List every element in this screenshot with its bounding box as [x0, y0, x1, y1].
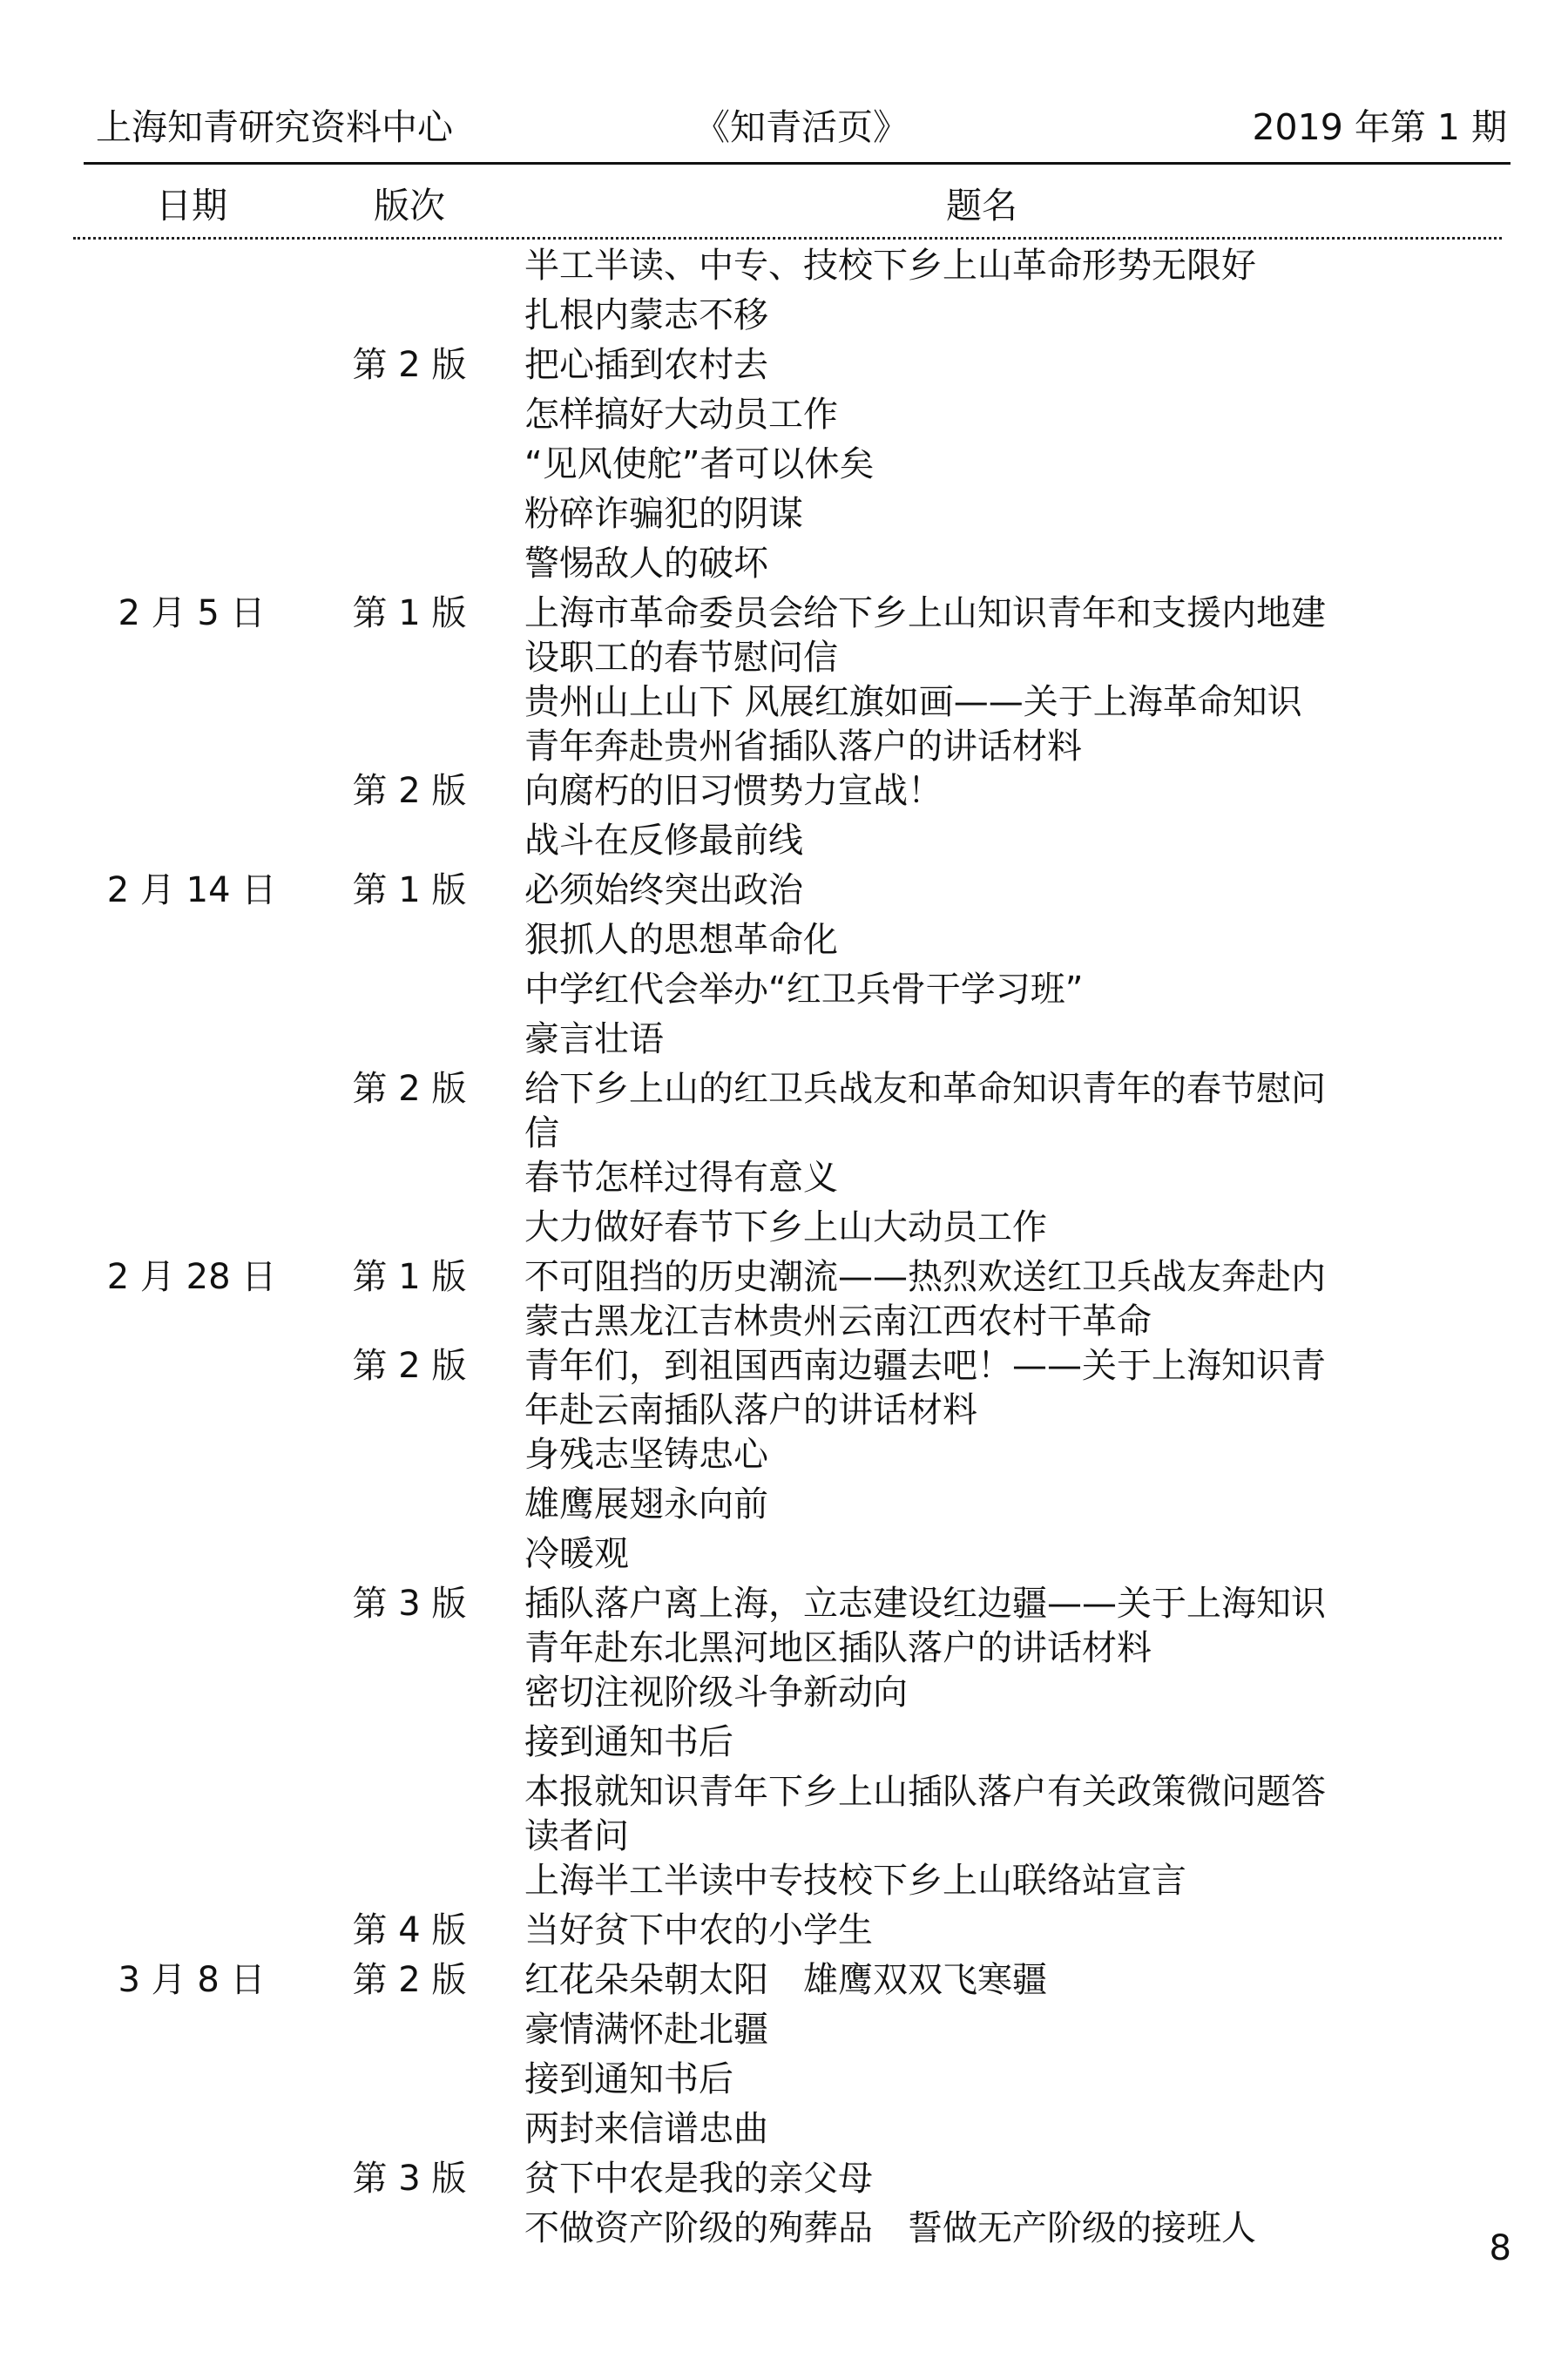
- table-row: [0, 2054, 1568, 2104]
- row-title: 当好贫下中农的小学生: [524, 1910, 873, 1950]
- table-row: [0, 915, 1568, 964]
- row-title: 设职工的春节慰问信: [524, 638, 838, 678]
- row-title: 贵州山上山下 风展红旗如画——关于上海革命知识: [524, 682, 1302, 722]
- row-title: 接到通知书后: [524, 1722, 733, 1762]
- row-title: 粉碎诈骗犯的阴谋: [524, 494, 803, 534]
- row-title: 插队落户离上海，立志建设红边疆——关于上海知识: [524, 1584, 1326, 1624]
- row-title: 狠抓人的思想革命化: [524, 920, 838, 960]
- table-row: [0, 1064, 1568, 1108]
- row-title: 本报就知识青年下乡上山插队落户有关政策微问题答: [524, 1772, 1326, 1812]
- header-org: 上海知青研究资料中心: [96, 106, 453, 148]
- table-row: [0, 240, 1568, 290]
- table-row: [0, 1479, 1568, 1529]
- row-title: 两封来信谱忠曲: [524, 2109, 768, 2149]
- table-row: [0, 2153, 1568, 2203]
- table-row: [0, 1385, 1568, 1429]
- row-title: 读者问: [524, 1816, 629, 1856]
- row-title: 必须始终突出政治: [524, 870, 803, 910]
- row-title: 上海半工半读中专技校下乡上山联络站宣言: [524, 1861, 1186, 1901]
- table-row: [0, 815, 1568, 865]
- row-edition: 第 2 版: [352, 345, 467, 385]
- row-edition: 第 2 版: [352, 1069, 467, 1109]
- table-row: [0, 677, 1568, 721]
- row-title: 大力做好春节下乡上山大动员工作: [524, 1207, 1047, 1247]
- header-publication: 《知青活页》: [694, 106, 909, 148]
- row-title: 半工半读、中专、技校下乡上山革命形势无限好: [524, 246, 1256, 286]
- row-title: 接到通知书后: [524, 2059, 733, 2099]
- column-header-edition: 版次: [374, 185, 445, 226]
- header-rule: [84, 162, 1511, 165]
- row-title: 蒙古黑龙江吉林贵州云南江西农村干革命: [524, 1301, 1152, 1342]
- table-row: [0, 1529, 1568, 1578]
- table-row: [0, 489, 1568, 538]
- table-row: [0, 389, 1568, 439]
- row-title: 雄鹰展翅永向前: [524, 1484, 768, 1524]
- table-row: [0, 1014, 1568, 1064]
- table-row: [0, 340, 1568, 389]
- row-title: 扎根内蒙志不移: [524, 295, 768, 335]
- row-title: 上海市革命委员会给下乡上山知识青年和支援内地建: [524, 593, 1326, 633]
- row-title: “见风使舵”者可以休矣: [524, 444, 875, 484]
- row-date: 2 月 5 日: [118, 593, 266, 633]
- index-table: [0, 240, 1568, 2253]
- table-row: [0, 964, 1568, 1014]
- table-row: [0, 721, 1568, 766]
- table-row: [0, 2203, 1568, 2253]
- table-row: [0, 2104, 1568, 2153]
- row-title: 豪情满怀赴北疆: [524, 2010, 768, 2050]
- running-header: [96, 98, 1507, 157]
- row-edition: 第 1 版: [352, 1257, 467, 1297]
- column-header-rule: [73, 237, 1502, 240]
- row-title: 给下乡上山的红卫兵战友和革命知识青年的春节慰问: [524, 1069, 1326, 1109]
- table-row: [0, 865, 1568, 915]
- row-edition: 第 3 版: [352, 2159, 467, 2199]
- row-edition: 第 3 版: [352, 1584, 467, 1624]
- row-edition: 第 1 版: [352, 593, 467, 633]
- table-row: [0, 1623, 1568, 1667]
- row-edition: 第 1 版: [352, 870, 467, 910]
- table-row: [0, 1667, 1568, 1717]
- row-date: 2 月 28 日: [106, 1257, 277, 1297]
- row-title: 身残志坚铸忠心: [524, 1435, 768, 1475]
- table-row: [0, 632, 1568, 677]
- row-title: 把心插到农村去: [524, 345, 768, 385]
- row-title: 战斗在反修最前线: [524, 821, 803, 861]
- row-title: 信: [524, 1113, 559, 1153]
- row-title: 贫下中农是我的亲父母: [524, 2159, 873, 2199]
- header-issue: 2019 年第 1 期: [1252, 106, 1507, 148]
- table-row: [0, 1955, 1568, 2004]
- row-title: 豪言壮语: [524, 1019, 664, 1059]
- row-date: 2 月 14 日: [106, 870, 277, 910]
- table-row: [0, 1578, 1568, 1623]
- row-title: 年赴云南插队落户的讲话材料: [524, 1390, 977, 1430]
- table-row: [0, 1429, 1568, 1479]
- page-number: 8: [1489, 2228, 1511, 2268]
- row-title: 青年们，到祖国西南边疆去吧！——关于上海知识青: [524, 1346, 1326, 1386]
- table-row: [0, 1767, 1568, 1811]
- row-edition: 第 2 版: [352, 1346, 467, 1386]
- row-edition: 第 2 版: [352, 1960, 467, 2000]
- row-edition: 第 4 版: [352, 1910, 467, 1950]
- row-title: 密切注视阶级斗争新动向: [524, 1673, 908, 1713]
- row-title: 怎样搞好大动员工作: [524, 395, 838, 435]
- table-row: [0, 588, 1568, 632]
- row-title: 向腐朽的旧习惯势力宣战！: [524, 771, 943, 811]
- table-row: [0, 766, 1568, 815]
- column-header-title: 题名: [946, 185, 1017, 226]
- row-title: 冷暖观: [524, 1534, 629, 1574]
- table-row: [0, 1296, 1568, 1341]
- table-row: [0, 1152, 1568, 1202]
- table-row: [0, 1341, 1568, 1385]
- table-row: [0, 290, 1568, 340]
- row-title: 中学红代会举办“红卫兵骨干学习班”: [524, 970, 1084, 1010]
- row-title: 红花朵朵朝太阳 雄鹰双双飞寒疆: [524, 1960, 1047, 2000]
- table-row: [0, 1855, 1568, 1905]
- table-row: [0, 1811, 1568, 1855]
- row-title: 不可阻挡的历史潮流——热烈欢送红卫兵战友奔赴内: [524, 1257, 1326, 1297]
- table-row: [0, 1905, 1568, 1955]
- table-row: [0, 1717, 1568, 1767]
- row-title: 警惕敌人的破坏: [524, 544, 768, 584]
- column-header-date: 日期: [156, 185, 227, 226]
- row-title: 青年赴东北黑河地区插队落户的讲话材料: [524, 1628, 1152, 1668]
- row-title: 春节怎样过得有意义: [524, 1158, 838, 1198]
- table-row: [0, 2004, 1568, 2054]
- table-row: [0, 439, 1568, 489]
- table-row: [0, 1252, 1568, 1296]
- table-row: [0, 1108, 1568, 1152]
- table-row: [0, 1202, 1568, 1252]
- row-edition: 第 2 版: [352, 771, 467, 811]
- column-headers: [0, 179, 1429, 232]
- table-row: [0, 538, 1568, 588]
- row-title: 不做资产阶级的殉葬品 誓做无产阶级的接班人: [524, 2208, 1256, 2248]
- row-date: 3 月 8 日: [118, 1960, 266, 2000]
- row-title: 青年奔赴贵州省插队落户的讲话材料: [524, 727, 1082, 767]
